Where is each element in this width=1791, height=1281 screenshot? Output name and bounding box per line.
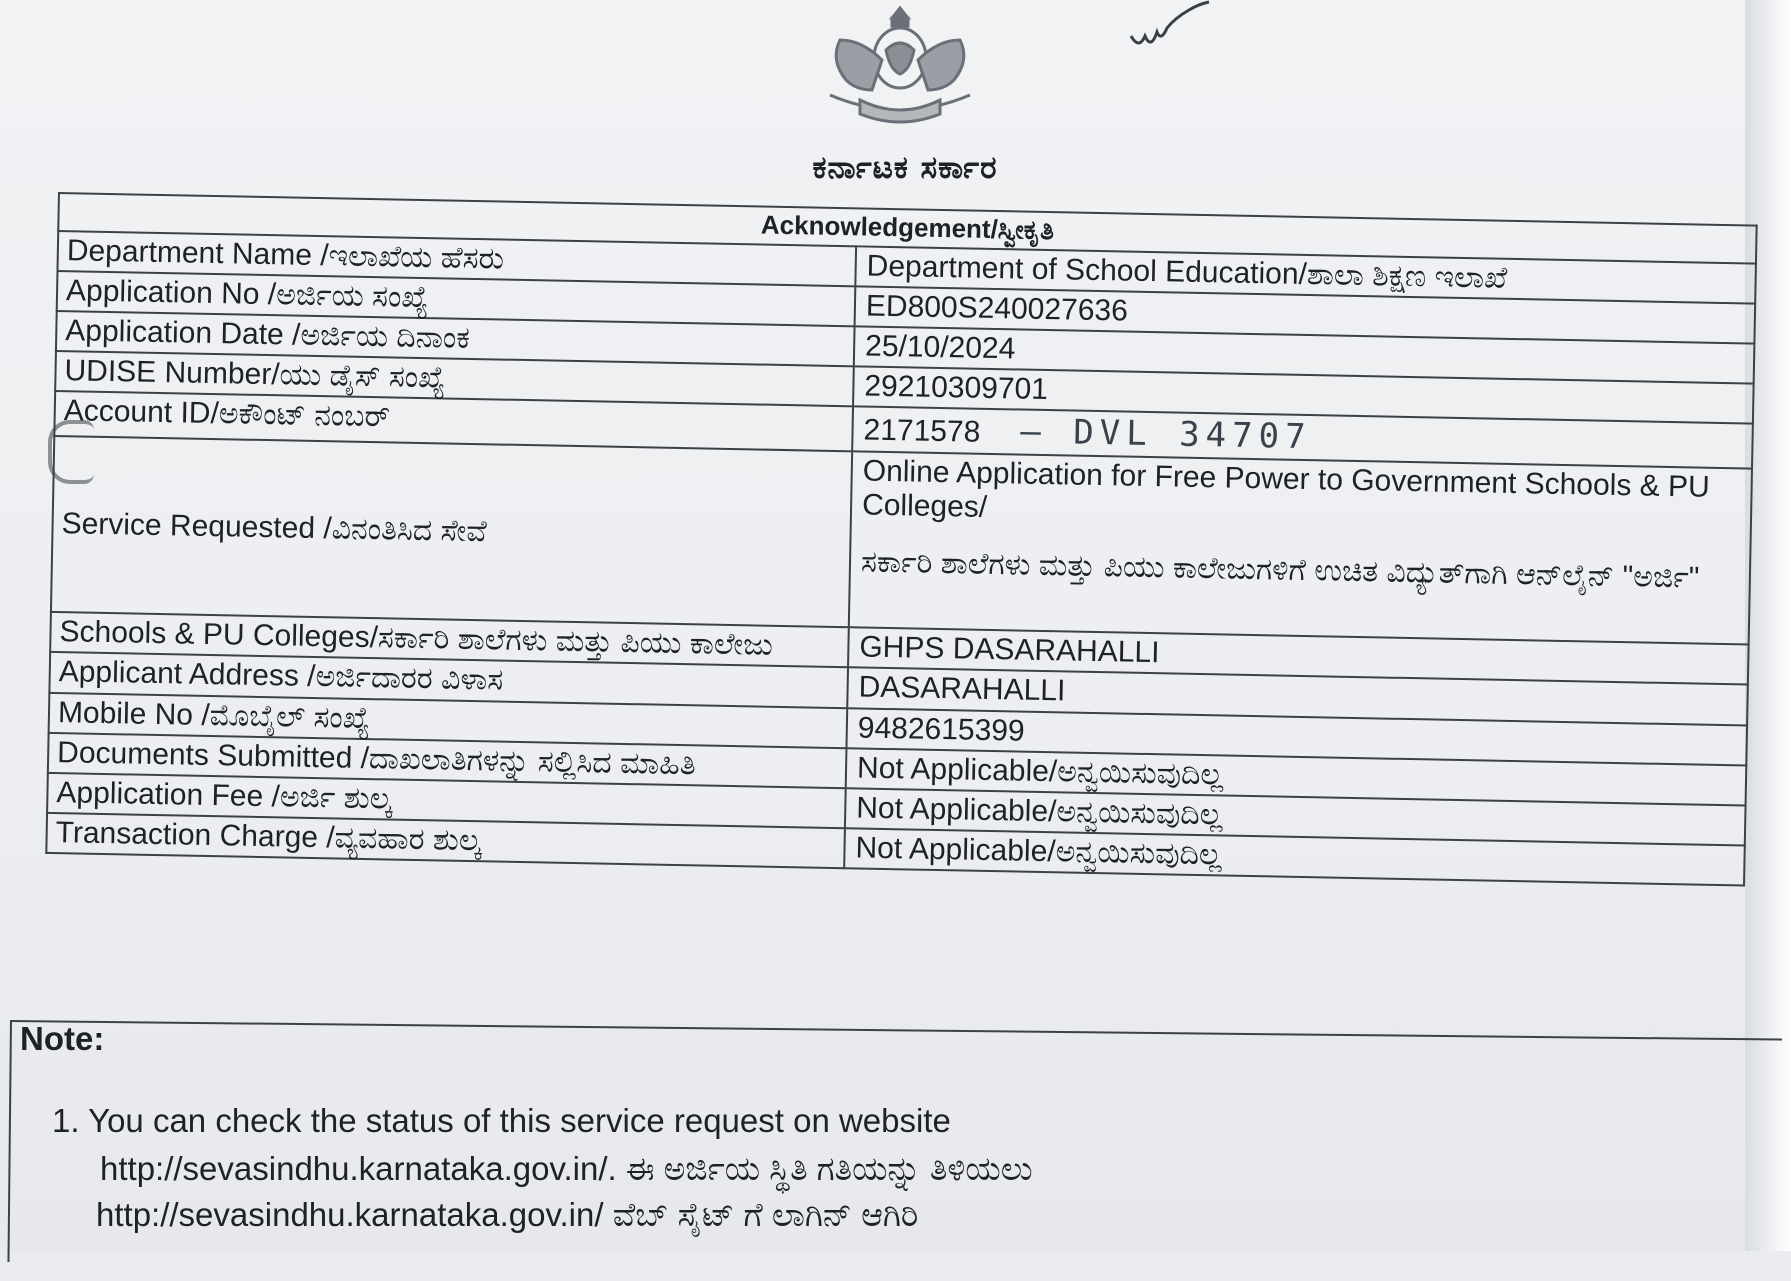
applicant-address-value: DASARAHALLI (847, 668, 1748, 725)
application-date-value: 25/10/2024 (854, 326, 1755, 383)
handwritten-annotation: — DVL 34707 (1019, 411, 1312, 458)
application-fee-label: Application Fee /ಅರ್ಜಿ ಶುಲ್ಕ (47, 773, 846, 828)
service-requested-label: Service Requested /ವಿನಂತಿಸಿದ ಸೇವೆ (51, 436, 852, 627)
service-requested-value-kannada: ಸರ್ಕಾರಿ ಶಾಲೆಗಳು ಮತ್ತು ಪಿಯು ಕಾಲೇಜುಗಳಿಗೆ ಉಚಿತ ವಿದ್ಯುತ್‌ಗಾಗಿ ಆನ್‌ಲೈನ್ "ಅರ್ಜಿ" (860, 544, 1700, 595)
school-name-label: Schools & PU Colleges/ಸರ್ಕಾರಿ ಶಾಲೆಗಳು ಮತ್ತು ಪಿಯು ಕಾಲೇಜು (50, 612, 849, 667)
account-id-value: 2171578 (863, 413, 981, 450)
government-title: ಕರ್ನಾಟಕ ಸರ್ಕಾರ (812, 150, 998, 186)
application-fee-value: Not Applicable/ಅನ್ವಯಿಸುವುದಿಲ್ಲ (845, 788, 1746, 845)
udise-number-value: 29210309701 (853, 366, 1754, 423)
mobile-no-value: 9482615399 (846, 708, 1747, 765)
acknowledgement-title: Acknowledgement/ಸ್ವೀಕೃತಿ (58, 193, 1756, 263)
note-line-1: 1. You can check the status of this service request on website (52, 1102, 951, 1139)
application-no-label: Application No /ಅರ್ಜಿಯ ಸಂಖ್ಯೆ (57, 271, 856, 326)
government-emblem-icon (800, 0, 1000, 128)
school-name-value: GHPS DASARAHALLI (848, 627, 1749, 684)
service-requested-cell (849, 451, 1752, 644)
applicant-address-label: Applicant Address /ಅರ್ಜಿದಾರರ ವಿಳಾಸ (49, 652, 848, 707)
service-requested-value: Online Application for Free Power to Government Schools & PU Colleges/ (861, 454, 1711, 525)
documents-submitted-label: Documents Submitted /ದಾಖಲಾತಿಗಳನ್ನು ಸಲ್ಲಿಸಿದ ಮಾಹಿತಿ (48, 733, 847, 788)
application-no-value: ED800S240027636 (855, 286, 1756, 343)
acknowledgement-table (45, 192, 1757, 887)
application-date-label: Application Date /ಅರ್ಜಿಯ ದಿನಾಂಕ (56, 311, 855, 366)
handwritten-scribble (1125, 0, 1245, 60)
mobile-no-label: Mobile No /ಮೊಬೈಲ್ ಸಂಖ್ಯೆ (49, 692, 848, 747)
note-link-line: http://sevasindhu.karnataka.gov.in/. ಈ ಅರ್ಜಿಯ ಸ್ಥಿತಿ ಗತಿಯನ್ನು ತಿಳಿಯಲು (100, 1150, 1033, 1187)
documents-submitted-value: Not Applicable/ಅನ್ವಯಿಸುವುದಿಲ್ಲ (846, 748, 1747, 805)
note-link-line: http://sevasindhu.karnataka.gov.in/ ವೆಬ್ ಸೈಟ್ ಗೆ ಲಾಗಿನ್ ಆಗಿರಿ (96, 1196, 919, 1233)
table-row (51, 436, 1752, 645)
transaction-charge-label: Transaction Charge /ವ್ಯವಹಾರ ಶುಲ್ಕ (46, 813, 845, 868)
department-name-label: Department Name /ಇಲಾಖೆಯ ಹೆಸರು (57, 231, 856, 286)
transaction-charge-value: Not Applicable/ಅನ್ವಯಿಸುವುದಿಲ್ಲ (844, 828, 1745, 885)
account-id-label: Account ID/ಅಕೌಂಟ್ ನಂಬರ್ (54, 391, 853, 451)
note-title: Note: (20, 1020, 105, 1057)
udise-number-label: UDISE Number/ಯು ಡೈಸ್ ಸಂಖ್ಯೆ (55, 351, 854, 406)
department-name-value: Department of School Education/ಶಾಲಾ ಶಿಕ್ಷಣ ಇಲಾಖೆ (855, 246, 1756, 303)
